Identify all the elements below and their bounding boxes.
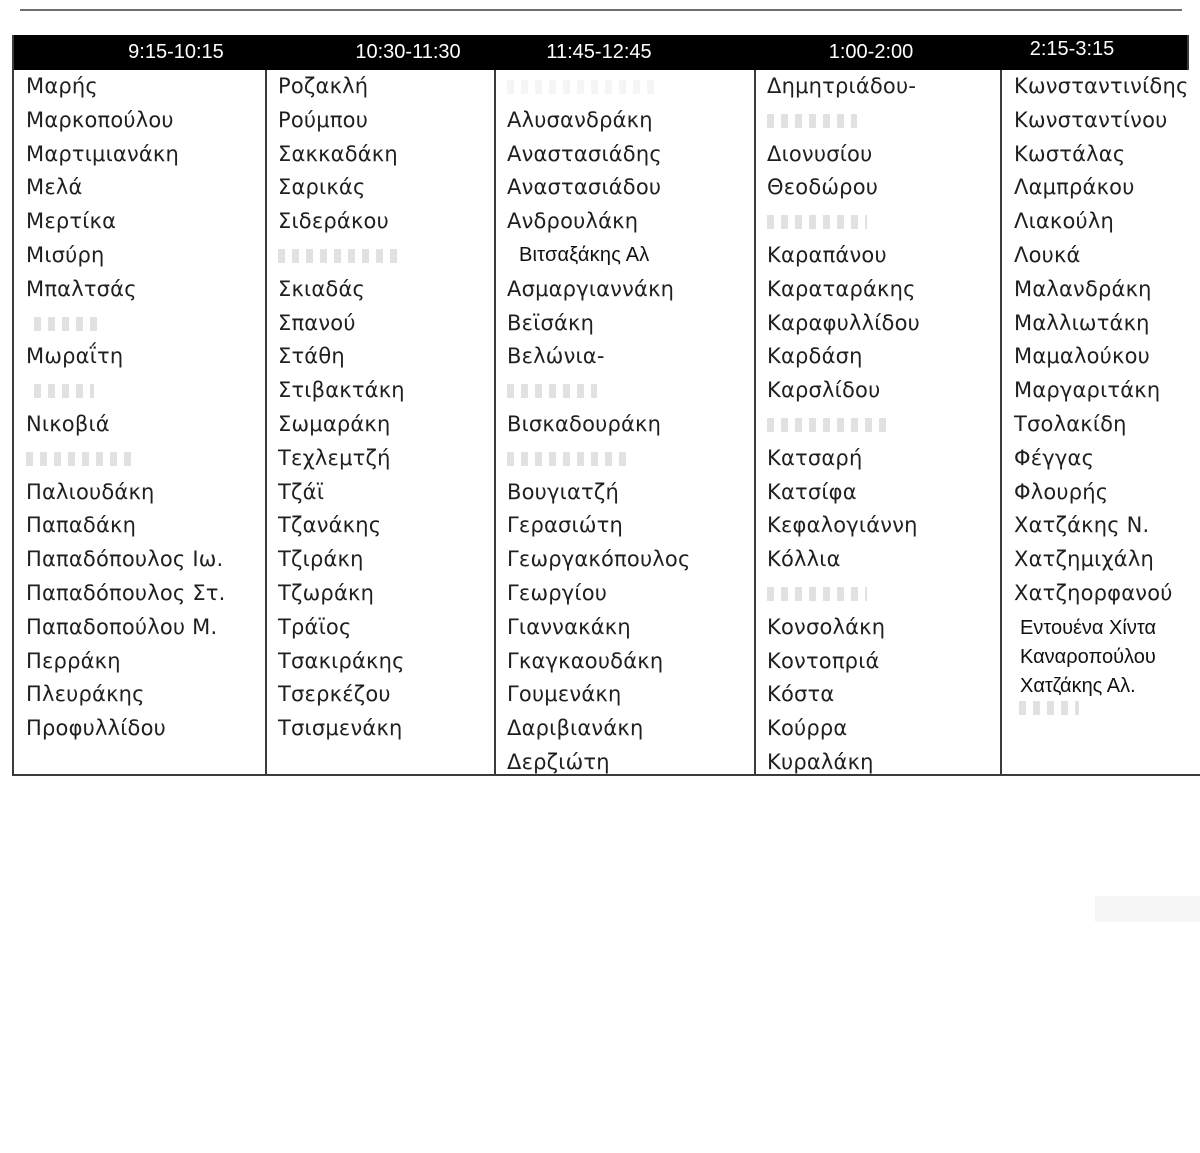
student-name: Ανδρουλάκη [507,209,639,234]
student-name: Μαλανδράκη [1014,276,1152,301]
name-list-slot-3 [507,70,691,780]
redaction-mark [34,317,104,331]
name-list-slot-5 [1014,70,1188,611]
student-name: Βουγιατζή [507,479,619,504]
student-name: Περράκη [26,648,121,673]
student-name: Γεωργακόπουλος [507,547,691,572]
student-name: Μαλλιωτάκη [1014,310,1150,335]
student-name: Κωνσταντινίδης [1014,74,1189,98]
redaction-mark [507,452,632,466]
added-name: Χατζάκης Αλ. [1020,675,1136,697]
student-name: Τζωράκη [278,580,375,605]
time-slot-header-5: 2:15-3:15 [1029,38,1115,60]
name-list-slot-4 [767,70,920,780]
student-name: Τσολακίδη [1014,411,1127,436]
student-name: Στιβακτάκη [278,378,405,403]
redacted-name [507,70,691,104]
student-name: Σιδεράκου [278,209,389,234]
student-name: Νικοβιά [26,411,110,436]
redacted-name [26,307,226,341]
time-slot-header-4: 1:00-2:00 [828,41,914,63]
student-name: Φλουρής [1014,479,1109,504]
student-name: Φέγγας [1014,445,1095,470]
schedule-table [12,35,1200,776]
student-name: Διονυσίου [767,141,873,166]
student-name: Γιαννακάκη [507,614,631,639]
student-name: Μελά [26,175,83,200]
student-name: Βελώνια- [507,344,605,369]
column-divider [1187,35,1189,70]
student-name: Παπαδάκη [26,513,137,538]
redaction-mark [767,587,867,601]
student-name: Καρσλίδου [767,378,881,403]
name-list-slot-2 [278,70,405,746]
student-name: Καραπάνου [767,242,887,267]
redaction-mark [507,384,597,398]
student-name: Δαριβιανάκη [507,716,644,741]
student-name: Μισύρη [26,242,105,267]
student-name: Δερζιώτη [507,749,610,774]
student-name: Παπαδοπούλου Μ. [26,614,218,639]
student-name: Ρούμπου [278,107,369,132]
student-name: Μωραΐτη [26,344,124,369]
student-name: Κατσαρή [767,445,863,470]
student-name: Στάθη [278,344,345,369]
time-slot-header-3: 11:45-12:45 [546,41,652,63]
redaction-mark [278,249,398,263]
student-name: Μερτίκα [26,209,117,234]
time-slot-header-1: 9:15-10:15 [128,41,224,63]
student-name: Παπαδόπουλος Στ. [26,580,226,605]
student-name: Λιακούλη [1014,209,1115,234]
column-divider [265,70,267,774]
student-name: Τεχλεμτζή [278,445,391,470]
student-name: Σαρικάς [278,175,366,200]
student-name-added: Βιτσαξάκης Αλ [519,243,650,266]
redacted-name [507,442,691,476]
student-name: Γεωργίου [507,580,608,605]
redaction-mark [767,418,892,432]
student-name: Ροζακλή [278,74,369,98]
redacted-name [767,408,920,442]
redacted-name [767,104,920,138]
student-name: Λουκά [1014,242,1081,267]
student-name: Μαμαλούκου [1014,344,1150,369]
student-name: Γερασιώτη [507,513,623,538]
student-name: Αναστασιάδης [507,141,662,166]
scan-smudge [1095,896,1200,922]
student-name: Κούρρα [767,716,848,741]
student-name: Κόστα [767,682,835,707]
student-name: Αλυσανδράκη [507,107,653,132]
redaction-mark [507,80,657,94]
student-name: Καραταράκης [767,276,916,301]
redaction-mark [767,215,867,229]
student-name: Γκαγκαουδάκη [507,648,664,673]
student-name: Καρδάση [767,344,863,369]
student-name: Κόλλια [767,547,841,572]
time-slot-header-2: 10:30-11:30 [355,41,461,63]
student-name: Θεοδώρου [767,175,879,200]
student-name: Τσισμενάκη [278,716,403,741]
redacted-name [767,577,920,611]
student-name: Μπαλτσάς [26,276,137,301]
student-name: Προφυλλίδου [26,716,166,741]
student-name: Μαρτιμιανάκη [26,141,180,166]
added-name: Εντουένα Χίντα [1020,617,1157,639]
student-name: Λαμπράκου [1014,175,1135,200]
student-name: Χατζάκης Ν. [1014,513,1150,538]
student-name: Τζάϊ [278,479,324,504]
student-name: Κεφαλογιάννη [767,513,918,538]
redaction-mark [26,452,136,466]
column-divider [754,70,756,774]
student-name: Σπανού [278,310,356,335]
student-name: Χατζηορφανού [1014,580,1173,605]
redaction-mark [767,114,857,128]
top-rule [20,9,1182,11]
student-name: Ασμαργιαννάκη [507,276,675,301]
redacted-name [507,374,691,408]
student-name: Γουμενάκη [507,682,622,707]
student-name: Τράϊος [278,614,352,639]
redacted-name [767,205,920,239]
student-name: Μαρκοπούλου [26,107,174,132]
student-name: Τζανάκης [278,513,382,538]
student-name: Πλευράκης [26,682,145,707]
student-name: Σκιαδάς [278,276,366,301]
column-divider [1000,70,1002,774]
student-name: Τσακιράκης [278,648,405,673]
student-name: Κατσίφα [767,479,857,504]
student-name: Παπαδόπουλος Ιω. [26,547,224,572]
redaction-mark [34,384,94,398]
student-name: Κοντοπριά [767,648,880,673]
student-name: Παλιουδάκη [26,479,155,504]
redacted-name [26,442,226,476]
student-name: Σωμαράκη [278,411,391,436]
redacted-name [26,374,226,408]
student-name: Καραφυλλίδου [767,310,920,335]
student-name: Τζιράκη [278,547,364,572]
student-name: Σακκαδάκη [278,141,398,166]
student-name: Βεϊσάκη [507,310,595,335]
student-name: Δημητριάδου- [767,74,917,98]
student-name: Κωστάλας [1014,141,1126,166]
redaction-mark [1019,701,1079,715]
student-name: Χατζημιχάλη [1014,547,1154,572]
student-name: Κυραλάκη [767,749,874,774]
student-name: Κωνσταντίνου [1014,107,1168,132]
student-name: Τσερκέζου [278,682,391,707]
student-name: Βισκαδουράκη [507,411,662,436]
added-name: Καναροπούλου [1020,646,1156,668]
student-name: Μαργαριτάκη [1014,378,1161,403]
redacted-name [278,239,405,273]
student-name: Αναστασιάδου [507,175,662,200]
student-name: Μαρής [26,74,98,98]
name-list-slot-1 [26,70,226,746]
student-name: Κονσολάκη [767,614,886,639]
column-divider [494,70,496,774]
